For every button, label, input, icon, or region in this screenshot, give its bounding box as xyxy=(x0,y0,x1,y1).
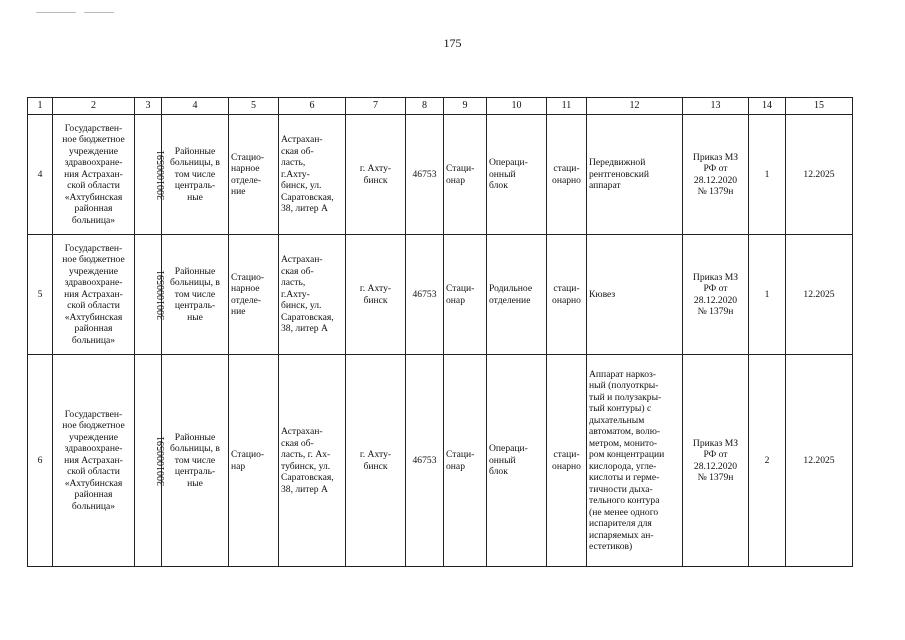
row-number: 4 xyxy=(28,115,53,235)
due-date: 12.2025 xyxy=(786,355,853,567)
address: Астрахан- ская об- ласть, г.Ахту- бинск, ул. Саратовская, 38, литер А xyxy=(279,235,346,355)
unit: Родильное отделение xyxy=(487,235,547,355)
division: Стацио- нар xyxy=(229,355,279,567)
equipment-name: Передвижной рентгеновский аппарат xyxy=(587,115,683,235)
address: Астрахан- ская об- ласть, г. Ах- тубинск, ул. Саратовская, 38, литер А xyxy=(279,355,346,567)
table-row xyxy=(28,115,853,235)
unit: Операци- онный блок xyxy=(487,115,547,235)
order-reference: Приказ МЗ РФ от 28.12.2020 № 1379н xyxy=(683,115,749,235)
column-number-7: 7 xyxy=(346,98,406,115)
table-header-row xyxy=(28,98,853,115)
care-form: стаци- онарно xyxy=(547,355,587,567)
column-number-9: 9 xyxy=(444,98,487,115)
column-number-15: 15 xyxy=(786,98,853,115)
column-number-4: 4 xyxy=(162,98,229,115)
column-number-1: 1 xyxy=(28,98,53,115)
care-condition: Стаци- онар xyxy=(444,235,487,355)
city: г. Ахту- бинск xyxy=(346,115,406,235)
care-condition: Стаци- онар xyxy=(444,115,487,235)
institution-name: Государствен- ное бюджетное учреждение здравоохране- ния Астрахан- ской области «Ахтубинская районная больница» xyxy=(53,115,135,235)
okato-code: 46753 xyxy=(406,235,444,355)
unit: Операци- онный блок xyxy=(487,355,547,567)
division: Стацио- нарное отделе- ние xyxy=(229,235,279,355)
institution-name: Государствен- ное бюджетное учреждение здравоохране- ния Астрахан- ской области «Ахтубинская районная больница» xyxy=(53,355,135,567)
equipment-name: Аппарат наркоз- ный (полуоткры- тый и полузакры- тый контуры) с дыхательным автоматом, волю- метром, монито- ром концентрации кислорода, угле- кислоты и герме- тичности дыха- тельного контура (не менее одного испарителя для испаряемых ан- естетиков) xyxy=(587,355,683,567)
table-row xyxy=(28,355,853,567)
division: Стацио- нарное отделе- ние xyxy=(229,115,279,235)
column-number-3: 3 xyxy=(135,98,162,115)
column-number-2: 2 xyxy=(53,98,135,115)
institution-code: 3001000591 xyxy=(156,269,167,320)
institution-type: Районные больницы, в том числе централь- ные xyxy=(162,355,229,567)
institution-code-cell xyxy=(135,355,167,567)
city: г. Ахту- бинск xyxy=(346,355,406,567)
institution-name: Государствен- ное бюджетное учреждение здравоохране- ния Астрахан- ской области «Ахтубинская районная больница» xyxy=(53,235,135,355)
column-number-12: 12 xyxy=(587,98,683,115)
column-number-5: 5 xyxy=(229,98,279,115)
city: г. Ахту- бинск xyxy=(346,235,406,355)
column-number-13: 13 xyxy=(683,98,749,115)
page-number: 175 xyxy=(443,36,462,50)
institution-type: Районные больницы, в том числе централь- ные xyxy=(162,235,229,355)
row-number: 6 xyxy=(28,355,53,567)
column-number-11: 11 xyxy=(547,98,587,115)
quantity: 1 xyxy=(749,115,786,235)
order-reference: Приказ МЗ РФ от 28.12.2020 № 1379н xyxy=(683,355,749,567)
address: Астрахан- ская об- ласть, г.Ахту- бинск, ул. Саратовская, 38, литер А xyxy=(279,115,346,235)
due-date: 12.2025 xyxy=(786,235,853,355)
column-number-6: 6 xyxy=(279,98,346,115)
institution-code: 3001000591 xyxy=(156,435,167,486)
row-number: 5 xyxy=(28,235,53,355)
institution-code: 3001000591 xyxy=(156,149,167,200)
column-number-14: 14 xyxy=(749,98,786,115)
institution-type: Районные больницы, в том числе централь- ные xyxy=(162,115,229,235)
care-form: стаци- онарно xyxy=(547,235,587,355)
table-row xyxy=(28,235,853,355)
column-number-8: 8 xyxy=(406,98,444,115)
due-date: 12.2025 xyxy=(786,115,853,235)
equipment-register-table xyxy=(27,97,853,567)
care-condition: Стаци- онар xyxy=(444,355,487,567)
okato-code: 46753 xyxy=(406,355,444,567)
quantity: 2 xyxy=(749,355,786,567)
care-form: стаци- онарно xyxy=(547,115,587,235)
column-number-10: 10 xyxy=(487,98,547,115)
scan-artifact xyxy=(36,0,136,2)
order-reference: Приказ МЗ РФ от 28.12.2020 № 1379н xyxy=(683,235,749,355)
quantity: 1 xyxy=(749,235,786,355)
institution-code-cell xyxy=(135,235,167,355)
institution-code-cell xyxy=(135,115,167,235)
okato-code: 46753 xyxy=(406,115,444,235)
equipment-name: Кювез xyxy=(587,235,683,355)
